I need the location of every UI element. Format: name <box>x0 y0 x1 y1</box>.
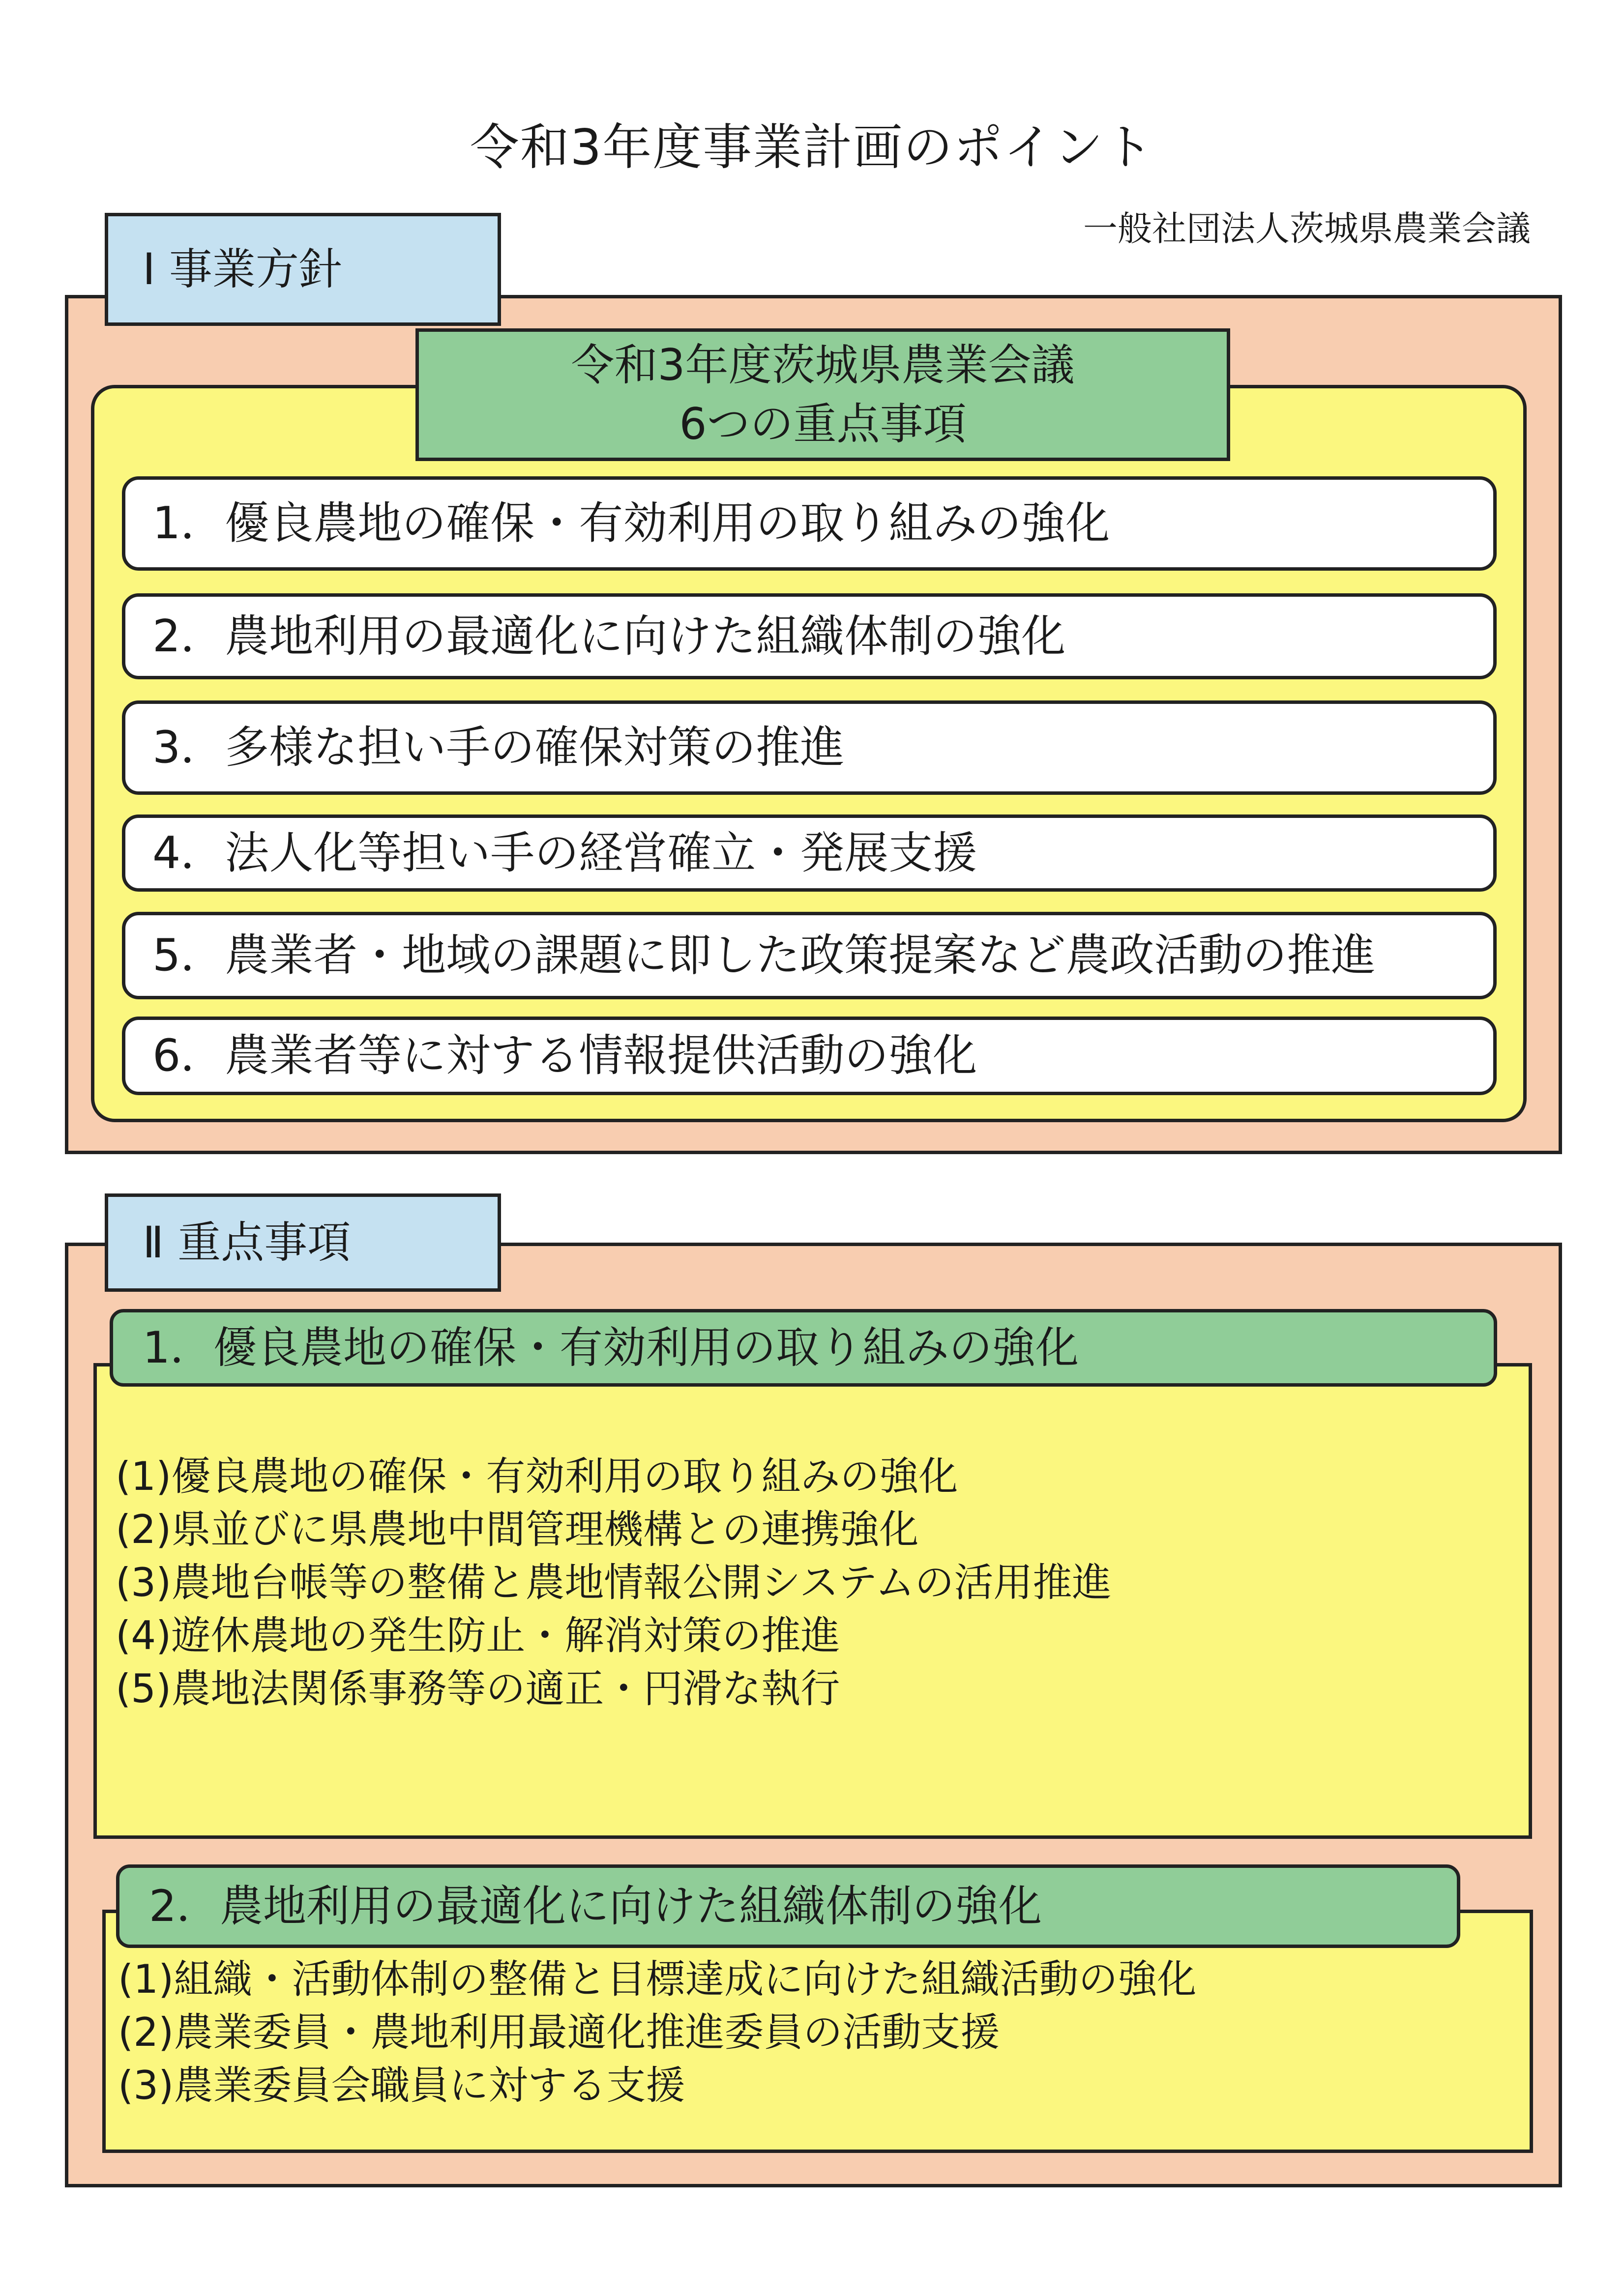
organization-name: 一般社団法人茨城県農業会議 <box>1083 208 1531 249</box>
group-2-item: (2)農業委員・農地利用最適化推進委員の活動支援 <box>118 2009 1000 2055</box>
section-2-tab: Ⅱ 重点事項 <box>105 1193 501 1292</box>
priority-item-4: 4．法人化等担い手の経営確立・発展支援 <box>122 814 1497 892</box>
group-2-header: 2．農地利用の最適化に向けた組織体制の強化 <box>116 1864 1460 1948</box>
priority-item-2: 2．農地利用の最適化に向けた組織体制の強化 <box>122 593 1497 679</box>
group-2-list <box>118 1953 1495 2112</box>
group-1-item: (4)遊休農地の発生防止・解消対策の推進 <box>116 1613 840 1658</box>
priorities-header-line2: 6つの重点事項 <box>679 399 967 449</box>
group-1-list <box>116 1450 1492 1715</box>
document-title: 令和3年度事業計画のポイント <box>470 118 1154 176</box>
group-2-item: (1)組織・活動体制の整備と目標達成に向けた組織活動の強化 <box>118 1956 1197 2002</box>
priority-item-6: 6．農業者等に対する情報提供活動の強化 <box>122 1017 1497 1095</box>
group-1-item: (5)農地法関係事務等の適正・円滑な執行 <box>116 1666 840 1712</box>
section-1-tab: Ⅰ 事業方針 <box>105 213 501 326</box>
group-1-header: 1．優良農地の確保・有効利用の取り組みの強化 <box>110 1309 1497 1387</box>
group-1-item: (2)県並びに県農地中間管理機構との連携強化 <box>116 1507 919 1552</box>
group-1-item: (3)農地台帳等の整備と農地情報公開システムの活用推進 <box>116 1560 1112 1605</box>
priorities-header-line1: 令和3年度茨城県農業会議 <box>571 340 1075 390</box>
priority-item-3: 3．多様な担い手の確保対策の推進 <box>122 700 1497 795</box>
priority-item-1: 1．優良農地の確保・有効利用の取り組みの強化 <box>122 476 1497 571</box>
group-1-item: (1)優良農地の確保・有効利用の取り組みの強化 <box>116 1453 958 1499</box>
priorities-header <box>415 328 1230 461</box>
priority-item-5: 5．農業者・地域の課題に即した政策提案など農政活動の推進 <box>122 912 1497 999</box>
group-2-item: (3)農業委員会職員に対する支援 <box>118 2063 685 2108</box>
